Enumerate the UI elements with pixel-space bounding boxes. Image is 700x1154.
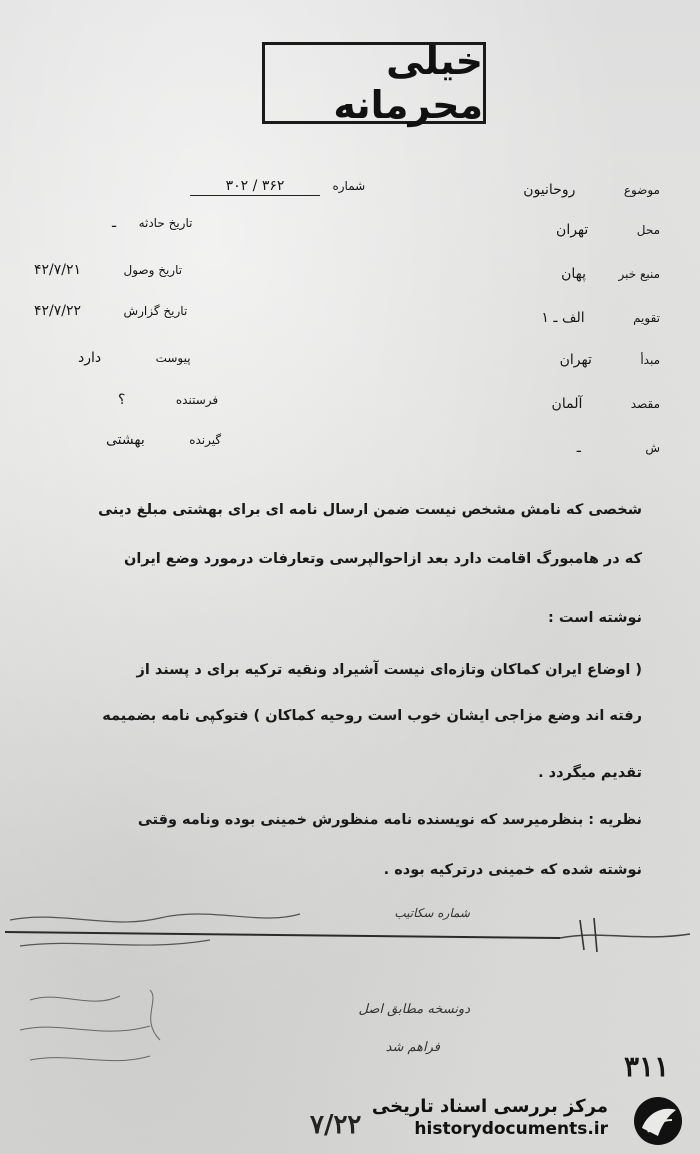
brand-url: historydocuments.ir (414, 1119, 608, 1139)
handwritten-date: ۷/۲۲ (310, 1110, 362, 1140)
value-source: پهان (561, 266, 587, 282)
body-line-2: که در هامبورگ اقامت دارد بعد ازاحوالپرسی وتعارفات درمورد وضع ایران (123, 551, 642, 567)
field-report-date (34, 303, 187, 319)
label-location: محل (636, 223, 660, 237)
value-destination: آلمان (551, 396, 583, 412)
body-line-3: نوشته است : (548, 610, 642, 626)
label-received-date: تاریخ وصول (123, 263, 183, 277)
value-incident-date: ـ (112, 215, 117, 231)
field-number (190, 178, 365, 196)
value-evaluation: الف ـ ۱ (541, 310, 585, 326)
label-report-date: تاریخ گزارش (123, 304, 188, 318)
handwritten-note-2: فراهم شد (385, 1040, 440, 1055)
field-location (556, 222, 660, 238)
body-line-8: نوشته شده که خمینی درترکیه بوده . (383, 862, 642, 878)
archive-logo-icon (628, 1094, 688, 1148)
field-sender (118, 392, 218, 408)
label-number: شماره (332, 179, 366, 193)
handwritten-note-line: شماره سکاتیب (394, 906, 470, 920)
body-line-1: شخصی که نامش مشخص نیست ضمن ارسال نامه ای برای بهشتی مبلغ دینی (98, 502, 642, 518)
value-received-date: ۴۲/۷/۲۱ (34, 262, 82, 278)
label-origin: مبدأ (640, 353, 660, 367)
field-evaluation (541, 310, 660, 326)
label-incident-date: تاریخ حادثه (138, 216, 193, 230)
value-report-date: ۴۲/۷/۲۲ (34, 303, 82, 319)
field-recipient (106, 432, 221, 448)
handwritten-note-1: دونسخه مطابق اصل (358, 1002, 470, 1017)
field-sh (577, 440, 660, 456)
value-recipient: بهشتی (106, 432, 145, 448)
value-number: ۳۶۲ / ۳۰۲ (190, 178, 320, 196)
label-subject: موضوع (623, 183, 660, 197)
value-attachment: دارد (78, 350, 102, 366)
brand-name: مرکز بررسی اسناد تاریخی (371, 1096, 608, 1117)
value-location: تهران (556, 222, 589, 238)
body-line-7: نظریه : بنظرمیرسد که نویسنده نامه منظورش خمینی بوده ونامه وقتی (137, 812, 642, 828)
body-line-6: تقدیم میگردد . (538, 765, 642, 781)
label-attachment: پیوست (155, 351, 191, 365)
field-source (561, 266, 660, 282)
body-line-4: ( اوضاع ایران کماکان وتازه‌ای نیست آشیراد ونقیه ترکیه برای د پسند از (136, 662, 642, 678)
classification-title: خیلی محرمانه (262, 42, 486, 124)
field-destination (552, 396, 660, 412)
handwriting-scribbles (0, 890, 700, 1090)
field-subject (523, 182, 660, 198)
label-evaluation: تقویم (633, 311, 660, 325)
value-sh: ـ (576, 440, 581, 456)
field-incident-date (112, 215, 192, 231)
value-origin: تهران (559, 352, 592, 368)
label-destination: مقصد (630, 397, 660, 411)
label-source: منبع خبر (618, 267, 660, 281)
value-subject: روحانیون (523, 182, 576, 198)
page-number: ۳۱۱ (624, 1050, 670, 1083)
label-sender: فرستنده (175, 393, 219, 407)
field-attachment (78, 350, 191, 366)
field-origin (560, 352, 660, 368)
watermark-brand (372, 1096, 608, 1139)
body-line-5: رفته اند وضع مزاجی ایشان خوب است روحیه کماکان ) فتوکپی نامه بضمیمه (102, 708, 642, 724)
field-received-date (34, 262, 182, 278)
label-sh: ش (645, 441, 660, 455)
value-sender: ؟ (118, 392, 126, 408)
label-recipient: گیرنده (189, 433, 222, 447)
